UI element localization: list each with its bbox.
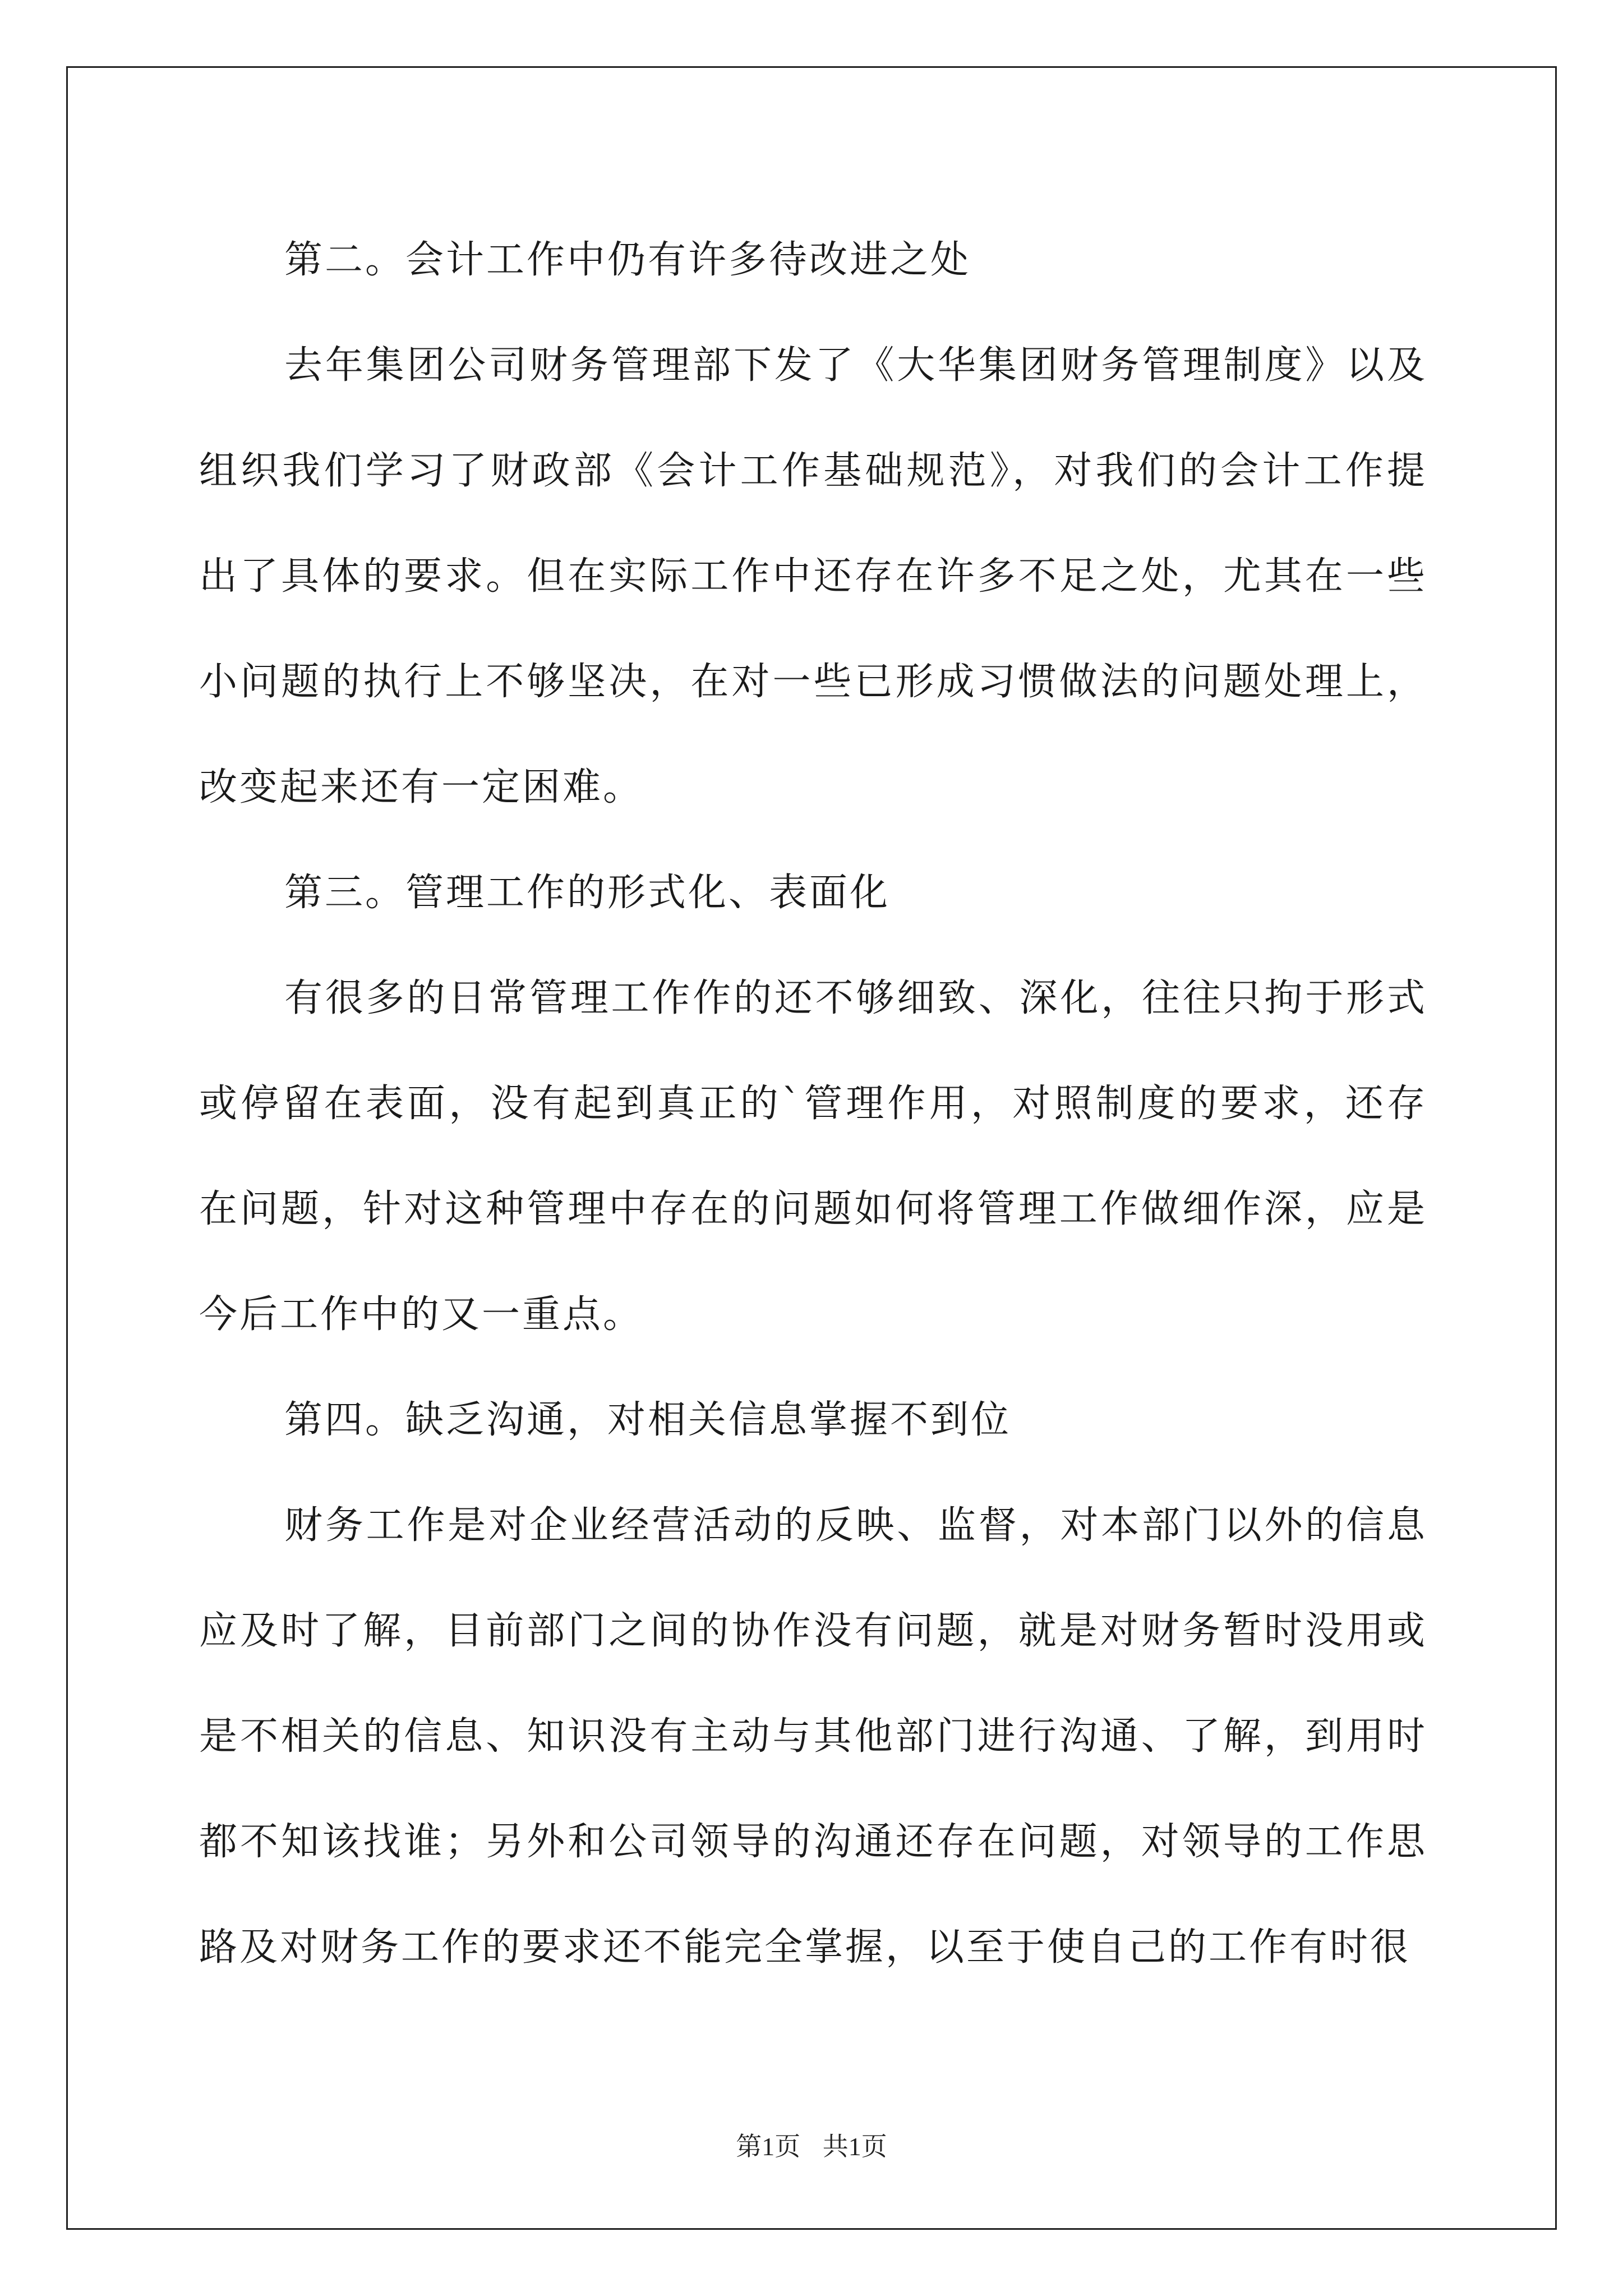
- page-total: 共1页: [822, 2132, 887, 2161]
- page-footer: [0, 2126, 1623, 2163]
- section-heading-2: 第二。会计工作中仍有许多待改进之处: [284, 238, 971, 282]
- document-body: [199, 208, 1427, 2000]
- section-heading-4: 第四。缺乏沟通，对相关信息掌握不到位: [284, 1398, 1012, 1442]
- paragraph-2: 有很多的日常管理工作作的还不够细致、深化，往往只拘于形式或停留在表面，没有起到真正的`管理作用，对照制度的要求，还存在问题，针对这种管理中存在的问题如何将管理工作做细作深，应是今后工作中的又一重点。: [199, 976, 1427, 1337]
- section-heading-3: 第三。管理工作的形式化、表面化: [284, 871, 891, 915]
- paragraph-3: 财务工作是对企业经营活动的反映、监督，对本部门以外的信息应及时了解，目前部门之间的协作没有问题，就是对财务暂时没用或是不相关的信息、知识没有主动与其他部门进行沟通、了解，到用时都不知该找谁；另外和公司领导的沟通还存在问题，对领导的工作思路及对财务工作的要求还不能完全掌握，以至于使自己的工作有时很: [199, 1503, 1427, 1970]
- page-number: 第1页: [736, 2132, 801, 2161]
- paragraph-1: 去年集团公司财务管理部下发了《大华集团财务管理制度》以及组织我们学习了财政部《会计工作基础规范》，对我们的会计工作提出了具体的要求。但在实际工作中还存在许多不足之处，尤其在一些小问题的执行上不够坚决，在对一些已形成习惯做法的问题处理上，改变起来还有一定困难。: [199, 343, 1427, 809]
